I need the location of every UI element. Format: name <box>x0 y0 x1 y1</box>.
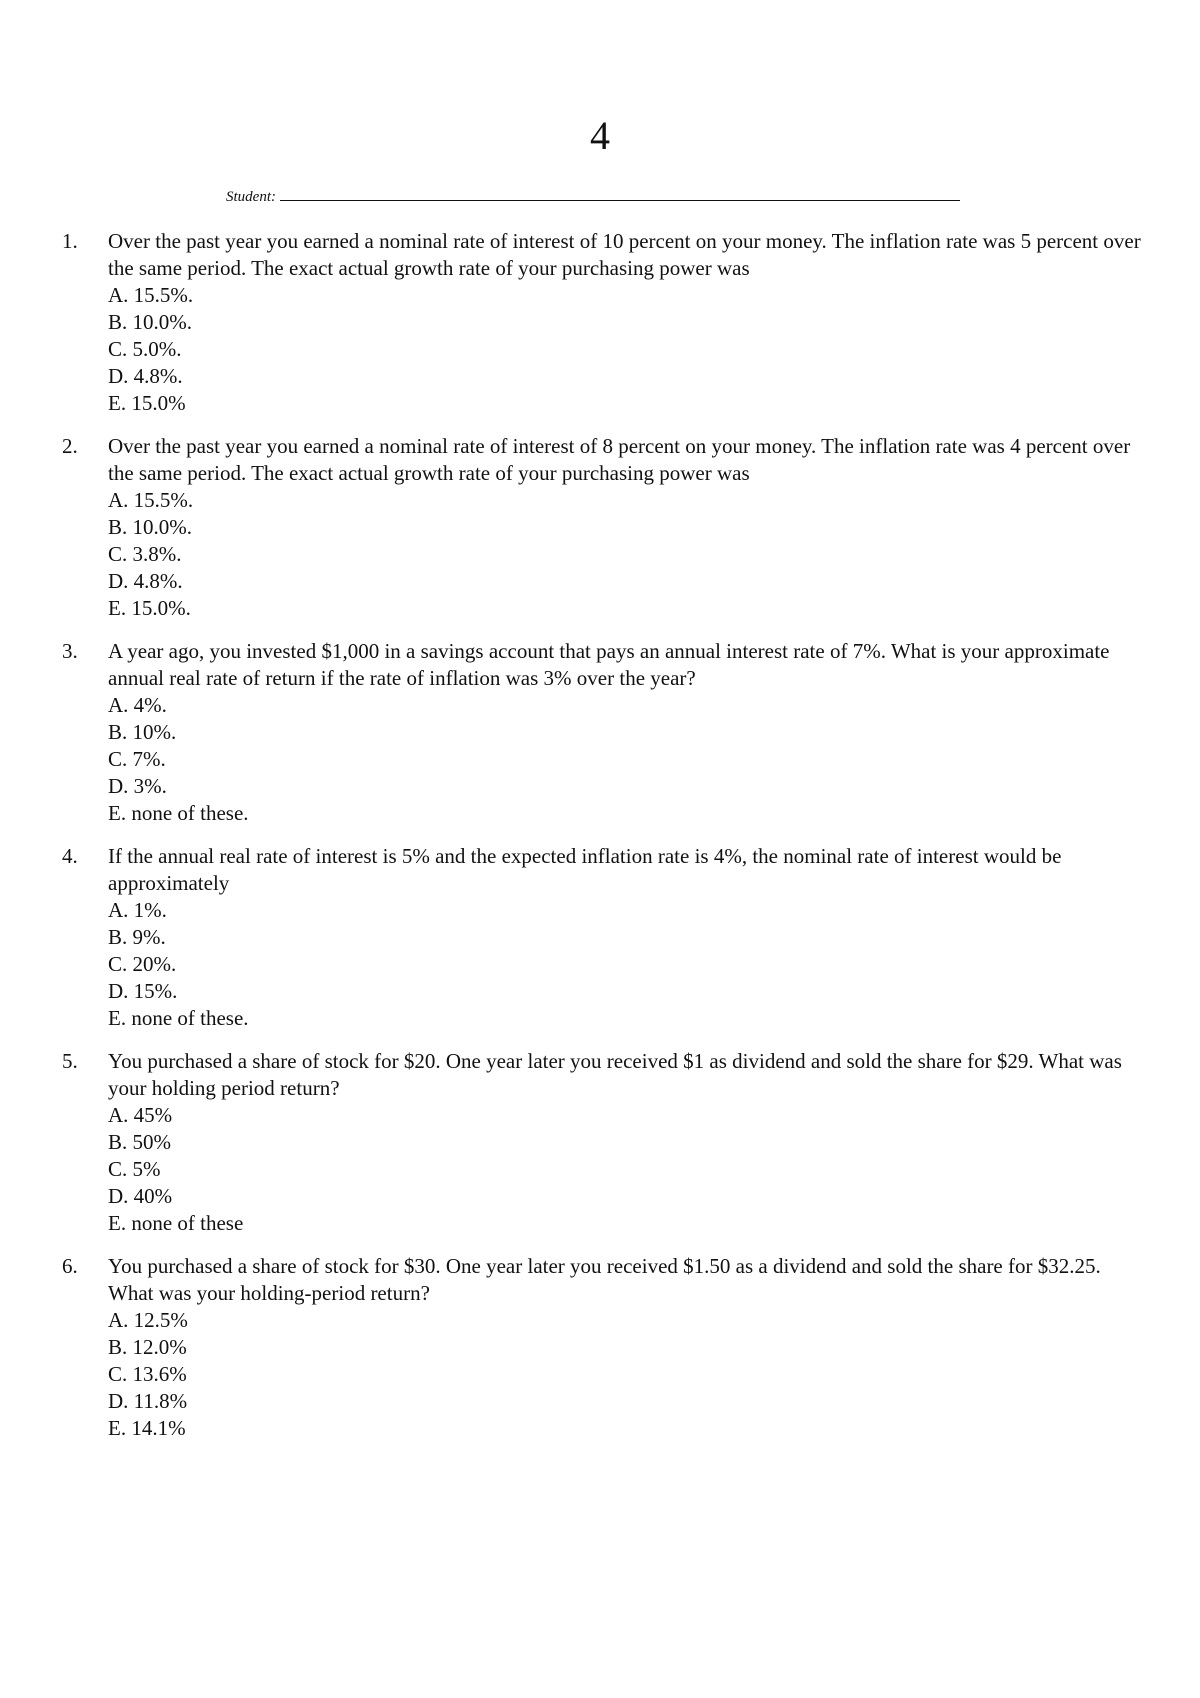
student-label: Student: <box>226 189 276 205</box>
page-number: 4 <box>590 113 610 158</box>
question-text: You purchased a share of stock for $30. One year later you received $1.50 as a dividend and sold the share for $32.25. What was your holding-period return? <box>108 1254 1101 1305</box>
choice-e: E. 15.0%. <box>108 596 191 620</box>
choice-b: B. 10.0%. <box>108 310 192 334</box>
choice-d: D. 4.8%. <box>108 569 183 593</box>
choice-e: E. none of these. <box>108 801 249 825</box>
choice-a: A. 1%. <box>108 898 167 922</box>
question-6 <box>62 1253 1142 1442</box>
question-4 <box>62 843 1142 1032</box>
choice-c: C. 5% <box>108 1157 161 1181</box>
question-number: 6. <box>62 1254 78 1278</box>
choice-b: B. 9%. <box>108 925 166 949</box>
choice-c: C. 13.6% <box>108 1362 187 1386</box>
question-number: 1. <box>62 229 78 253</box>
choice-b: B. 50% <box>108 1130 171 1154</box>
question-text: You purchased a share of stock for $20. One year later you received $1 as dividend and sold the share for $29. What was your holding period return? <box>108 1049 1122 1100</box>
choice-e: E. none of these <box>108 1211 244 1235</box>
question-3 <box>62 638 1142 827</box>
student-name-line <box>226 186 960 207</box>
choice-d: D. 40% <box>108 1184 173 1208</box>
question-text: If the annual real rate of interest is 5% and the expected inflation rate is 4%, the nominal rate of interest would be approximately <box>108 844 1062 895</box>
choice-a: A. 45% <box>108 1103 173 1127</box>
choice-b: B. 10.0%. <box>108 515 192 539</box>
question-2 <box>62 433 1142 622</box>
choice-d: D. 3%. <box>108 774 167 798</box>
choice-a: A. 15.5%. <box>108 488 194 512</box>
choice-c: C. 5.0%. <box>108 337 182 361</box>
choice-e: E. 15.0% <box>108 391 186 415</box>
choice-a: A. 12.5% <box>108 1308 188 1332</box>
choice-a: A. 4%. <box>108 693 167 717</box>
student-name-blank <box>280 186 960 201</box>
choice-e: E. 14.1% <box>108 1416 186 1440</box>
choice-b: B. 10%. <box>108 720 177 744</box>
choice-d: D. 11.8% <box>108 1389 188 1413</box>
choice-c: C. 3.8%. <box>108 542 182 566</box>
choice-c: C. 20%. <box>108 952 177 976</box>
question-text: A year ago, you invested $1,000 in a savings account that pays an annual interest rate of 7%. What is your approximate annual real rate of return if the rate of inflation was 3% over the year? <box>108 639 1110 690</box>
question-1 <box>62 228 1142 417</box>
choice-c: C. 7%. <box>108 747 166 771</box>
choice-b: B. 12.0% <box>108 1335 187 1359</box>
question-number: 3. <box>62 639 78 663</box>
question-number: 2. <box>62 434 78 458</box>
question-5 <box>62 1048 1142 1237</box>
question-list <box>62 228 1142 1458</box>
question-number: 5. <box>62 1049 78 1073</box>
choice-d: D. 15%. <box>108 979 178 1003</box>
choice-a: A. 15.5%. <box>108 283 194 307</box>
question-text: Over the past year you earned a nominal rate of interest of 10 percent on your money. The inflation rate was 5 percent over the same period. The exact actual growth rate of your purchasing power was <box>108 229 1141 280</box>
choice-e: E. none of these. <box>108 1006 249 1030</box>
choice-d: D. 4.8%. <box>108 364 183 388</box>
question-text: Over the past year you earned a nominal rate of interest of 8 percent on your money. The inflation rate was 4 percent over the same period. The exact actual growth rate of your purchasing power was <box>108 434 1131 485</box>
question-number: 4. <box>62 844 78 868</box>
